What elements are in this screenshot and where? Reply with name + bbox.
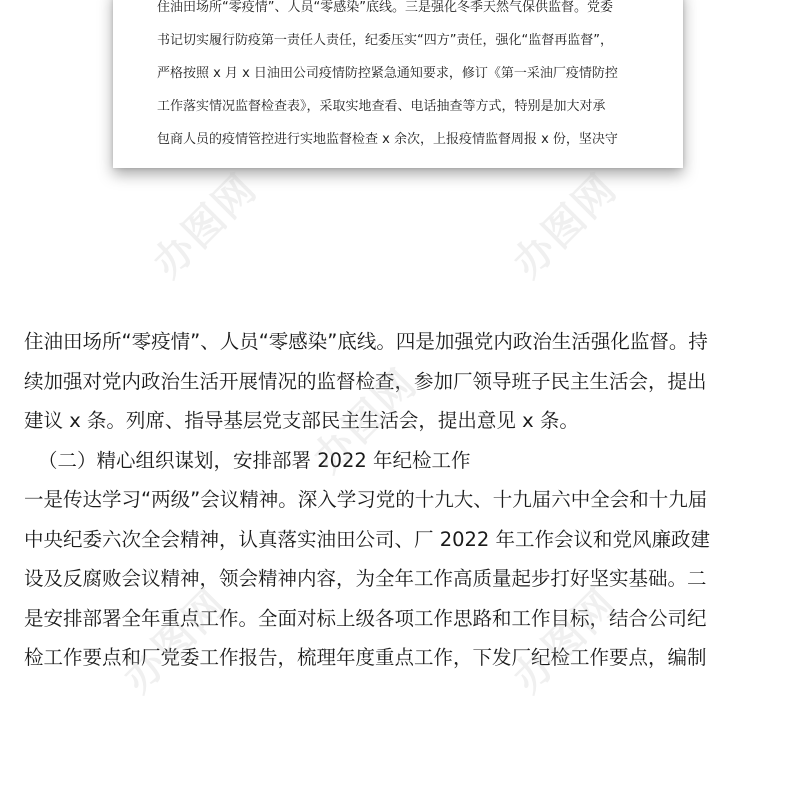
watermark: 办图网 [304, 360, 427, 482]
watermark: 办图网 [114, 580, 237, 702]
paragraph-line: 住油田场所“零疫情”、人员“零感染”底线。四是加强党内政治生活强化监督。持 [24, 330, 708, 353]
watermark: 办图网 [504, 580, 627, 702]
watermark: 办图网 [504, 165, 627, 287]
preview-line: 住油田场所“零疫情”、人员“零感染”底线。三是强化冬季天然气保供监督。党委 [157, 0, 613, 15]
document-body [24, 322, 776, 678]
preview-line: 严格按照 x 月 x 日油田公司疫情防控紧急通知要求，修订《第一采油厂疫情防控 [157, 66, 618, 81]
paragraph-line: 一是传达学习“两级”会议精神。深入学习党的十九大、十九届六中全会和十九届 [24, 488, 708, 511]
paragraph-line: 检工作要点和厂党委工作报告，梳理年度重点工作，下发厂纪检工作要点，编制 [24, 646, 707, 669]
preview-line: 书记切实履行防疫第一责任人责任，纪委压实“四方”责任，强化“监督再监督”， [157, 33, 613, 48]
page-preview-card [113, 0, 683, 168]
paragraph-line: 设及反腐败会议精神，领会精神内容，为全年工作高质量起步打好坚实基础。二 [24, 567, 707, 590]
paragraph-line: 是安排部署全年重点工作。全面对标上级各项工作思路和工作目标，结合公司纪 [24, 606, 707, 630]
paragraph-line: 中央纪委六次全会精神，认真落实油田公司、厂 2022 年工作会议和党风廉政建 [24, 527, 711, 551]
watermark: 办图网 [144, 165, 267, 287]
preview-line: 工作落实情况监督检查表》，采取实地查看、电话抽查等方式，特别是加大对承 [157, 99, 606, 114]
paragraph-line: 续加强对党内政治生活开展情况的监督检查，参加厂领导班子民主生活会，提出 [24, 369, 707, 393]
preview-text-block [157, 0, 657, 156]
preview-line: 包商人员的疫情管控进行实地监督检查 x 余次，上报疫情监督周报 x 份，坚决守 [157, 132, 618, 147]
paragraph-line: 建议 x 条。列席、指导基层党支部民主生活会，提出意见 x 条。 [24, 409, 579, 432]
section-heading: （二）精心组织谋划，安排部署 2022 年纪检工作 [38, 448, 471, 472]
